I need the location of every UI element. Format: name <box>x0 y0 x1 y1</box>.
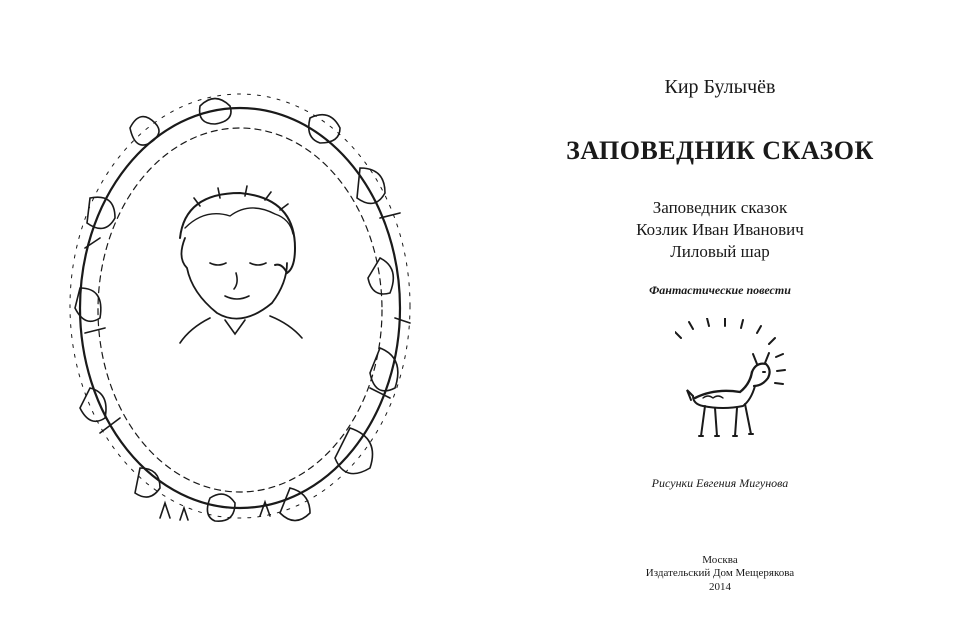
imprint-year: 2014 <box>709 581 731 593</box>
genre-subtitle: Фантастические повести <box>649 283 791 297</box>
goat-with-sunrays-icon <box>675 318 795 458</box>
illustrator-credit: Рисунки Евгения Мигунова <box>651 476 789 490</box>
imprint-publisher: Издательский Дом Мещерякова <box>645 567 795 579</box>
contents-item: Лиловый шар <box>670 242 770 261</box>
imprint-city: Москва <box>702 554 738 566</box>
contents-item: Заповедник сказок <box>652 198 788 217</box>
contents-item: Козлик Иван Иванович <box>636 220 804 239</box>
book-title: ЗАПОВЕДНИК СКАЗОК <box>566 136 874 165</box>
frontispiece-wreath-with-boy-icon <box>60 88 420 538</box>
title-page <box>480 0 960 626</box>
author-name: Кир Булычёв <box>664 76 776 98</box>
